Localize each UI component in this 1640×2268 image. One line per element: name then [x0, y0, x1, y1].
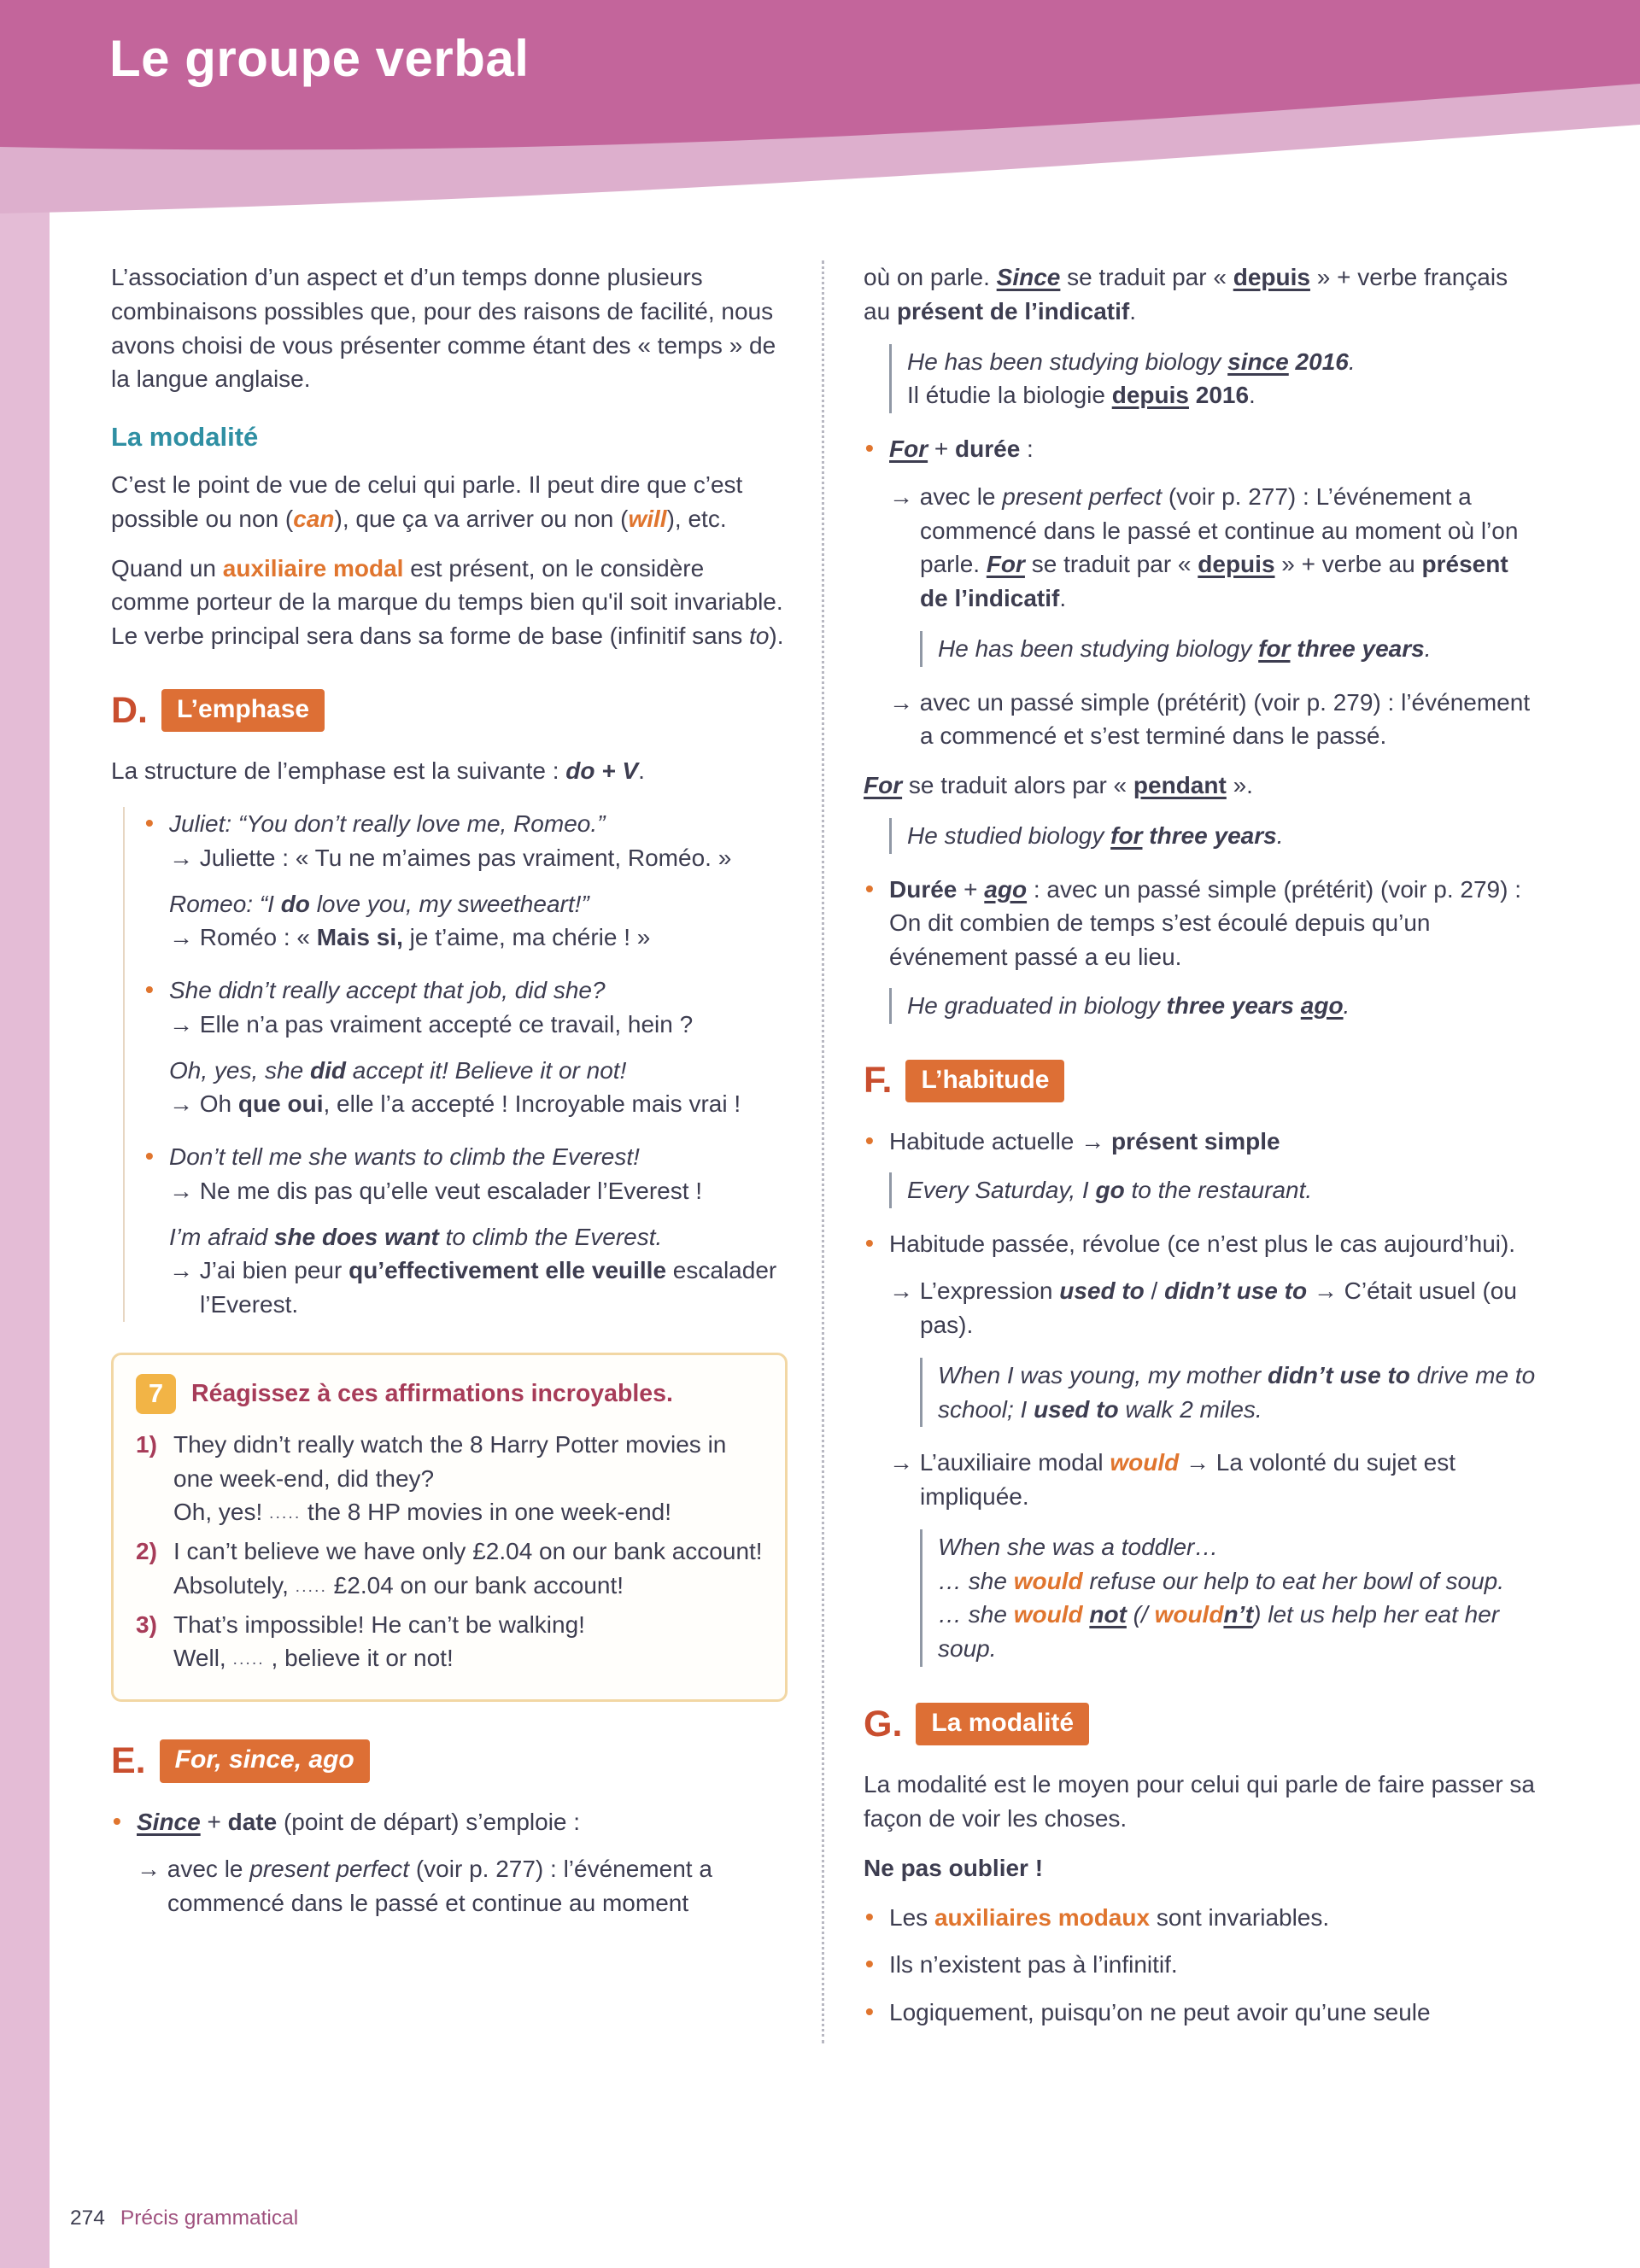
example-line: … she would refuse our help to eat her bowl of soup.	[938, 1567, 1504, 1594]
exercise-box	[111, 1353, 788, 1702]
example-block-would	[920, 1529, 1540, 1667]
exercise-item-2	[136, 1534, 763, 1603]
example-block-since	[889, 344, 1540, 414]
section-d-header	[111, 689, 788, 733]
page-number: 274	[70, 2207, 105, 2230]
example-line: • She didn’t really accept that job, did she?	[169, 977, 606, 1004]
example-line: When she was a toddler…	[938, 1533, 1219, 1560]
for-preterit-note: → avec un passé simple (prétérit) (voir p. 279) : l’événement a commencé et s’est terminé dans le passé.	[889, 688, 1531, 750]
page-header	[0, 0, 1640, 239]
example-line: … she would not (/ wouldn’t) let us help her eat her soup.	[938, 1601, 1500, 1662]
translation-line: → Roméo : « Mais si, je t’aime, ma chérie ! »	[169, 924, 651, 951]
exercise-item-text: They didn’t really watch the 8 Harry Potter movies in one week-end, did they? Oh, yes! ..... the 8 HP movies in one week-end!	[173, 1430, 727, 1526]
emphasis-example-list	[123, 807, 788, 1322]
exercise-header	[136, 1374, 763, 1414]
section-g-header	[864, 1703, 1540, 1746]
ne-pas-oublier-heading: Ne pas oublier !	[864, 1854, 1044, 1881]
translation-line: Il étudie la biologie depuis 2016.	[907, 382, 1256, 409]
translation-line: → Oh que oui, elle l’a accepté ! Incroyable mais vrai !	[169, 1090, 741, 1118]
intro-paragraph: L’association d’un aspect et d’un temps donne plusieurs combinaisons possibles que, pour des raisons de facilité, nous avons choisi de vous présenter comme étant des « temps » de la langue anglaise.	[111, 264, 776, 393]
example-line: Oh, yes, she did accept it! Believe it or not!	[169, 1056, 627, 1084]
duration-ago-bullet: • Durée + ago : avec un passé simple (prétérit) (voir p. 279) : On dit combien de temps s’est écoulé depuis qu’un événement passé a eu lieu.	[864, 873, 1540, 974]
for-present-perfect-note: → avec le present perfect (voir p. 277) : L’événement a commencé dans le passé et continue au moment où l’on parle. For se traduit par « depuis » + verbe au présent de l’indicatif.	[889, 482, 1519, 611]
would-note: → L’auxiliaire modal would → La volonté du sujet est impliquée.	[889, 1449, 1456, 1510]
example-line: I’m afraid she does want to climb the Everest.	[169, 1223, 663, 1250]
section-d-letter: D.	[111, 689, 148, 731]
since-present-perfect-note: → avec le present perfect (voir p. 277) : l’événement a commencé dans le passé et continue au moment	[137, 1856, 712, 1917]
exercise-item-number: 1)	[136, 1430, 157, 1458]
example-line: Romeo: “I do love you, my sweetheart!”	[169, 890, 589, 917]
section-f-letter: F.	[864, 1060, 893, 1102]
for-pendant-note: For se traduit alors par « pendant ».	[864, 772, 1253, 798]
modality-paragraph: La modalité est le moyen pour celui qui parle de faire passer sa façon de voir les choses.	[864, 1771, 1535, 1832]
section-g-letter: G.	[864, 1703, 903, 1745]
modal-fact-2: • Ils n’existent pas à l’infinitif.	[864, 1948, 1540, 1982]
exercise-number-badge: 7	[136, 1374, 176, 1414]
used-to-note: → L’expression used to / didn’t use to → C’était usuel (ou pas).	[889, 1277, 1517, 1338]
emphasis-intro: La structure de l’emphase est la suivante : do + V.	[111, 757, 645, 785]
translation-line: → Elle n’a pas vraiment accepté ce travail, hein ?	[169, 1010, 694, 1038]
exercise-item-number: 3)	[136, 1610, 157, 1638]
right-column	[824, 260, 1540, 2043]
example-item-everest	[144, 1140, 788, 1322]
section-f-header	[864, 1060, 1540, 1103]
example-line: Every Saturday, I go to the restaurant.	[907, 1176, 1313, 1203]
exercise-item-3	[136, 1608, 763, 1676]
exercise-item-number: 2)	[136, 1538, 157, 1565]
example-block-ago	[889, 988, 1540, 1024]
example-line: • Don’t tell me she wants to climb the Everest!	[169, 1143, 640, 1171]
example-block-habit	[889, 1172, 1540, 1208]
page-title: Le groupe verbal	[109, 30, 530, 87]
page-content	[0, 260, 1640, 2043]
example-line: He has been studying biology since 2016.	[907, 348, 1356, 375]
modal-fact-3: • Logiquement, puisqu’on ne peut avoir qu’une seule	[864, 1996, 1540, 2030]
since-continuation: où on parle. Since se traduit par « depuis » + verbe français au présent de l’indicatif.	[864, 264, 1508, 324]
example-block-used-to	[920, 1358, 1540, 1428]
translation-line: → J’ai bien peur qu’effectivement elle veuille escalader l’Everest.	[169, 1257, 777, 1318]
example-block-for-1	[920, 631, 1540, 667]
example-line: When I was young, my mother didn’t use to drive me to school; I used to walk 2 miles.	[938, 1361, 1536, 1423]
exercise-item-text: That’s impossible! He can’t be walking! Well, ..... , believe it or not!	[173, 1610, 585, 1672]
section-g-label: La modalité	[916, 1703, 1089, 1746]
exercise-item-1	[136, 1428, 763, 1529]
section-e-label: For, since, ago	[160, 1739, 370, 1783]
example-line: He graduated in biology three years ago.	[907, 991, 1350, 1019]
footer-section-label: Précis grammatical	[120, 2207, 299, 2230]
example-line: • Juliet: “You don’t really love me, Romeo.”	[169, 810, 606, 838]
exercise-item-text: I can’t believe we have only £2.04 on our bank account! Absolutely, ..... £2.04 on our bank account!	[173, 1538, 763, 1599]
since-usage-bullet: • Since + date (point de départ) s’emploie :	[111, 1805, 788, 1839]
section-d-label: L’emphase	[161, 689, 325, 733]
left-column	[111, 260, 822, 2043]
page-footer	[70, 2207, 298, 2230]
past-habit-bullet: • Habitude passée, révolue (ce n’est plus le cas aujourd’hui).	[864, 1227, 1540, 1261]
for-duration-bullet: • For + durée :	[864, 432, 1540, 466]
example-item-job	[144, 973, 788, 1121]
current-habit-bullet: • Habitude actuelle → présent simple	[864, 1125, 1540, 1159]
modalite-paragraph-1: C’est le point de vue de celui qui parle. Il peut dire que c’est possible ou non (can), que ça va arriver ou non (will), etc.	[111, 471, 743, 532]
subheading-la-modalite: La modalité	[111, 422, 259, 452]
section-f-label: L’habitude	[905, 1060, 1064, 1103]
example-item-juliet	[144, 807, 788, 955]
exercise-title: Réagissez à ces affirmations incroyables.	[191, 1380, 673, 1408]
translation-line: → Ne me dis pas qu’elle veut escalader l’Everest !	[169, 1177, 703, 1204]
translation-line: → Juliette : « Tu ne m’aimes pas vraiment, Roméo. »	[169, 844, 732, 871]
modalite-paragraph-2: Quand un auxiliaire modal est présent, on le considère comme porteur de la marque du temps bien qu'il soit invariable. Le verbe principal sera dans sa forme de base (infinitif sans to).	[111, 554, 784, 650]
section-e-header	[111, 1739, 788, 1783]
modal-fact-1: • Les auxiliaires modaux sont invariables.	[864, 1901, 1540, 1935]
example-line: He has been studying biology for three years.	[938, 634, 1432, 662]
example-line: He studied biology for three years.	[907, 821, 1284, 849]
section-e-letter: E.	[111, 1739, 146, 1781]
example-block-for-2	[889, 818, 1540, 854]
